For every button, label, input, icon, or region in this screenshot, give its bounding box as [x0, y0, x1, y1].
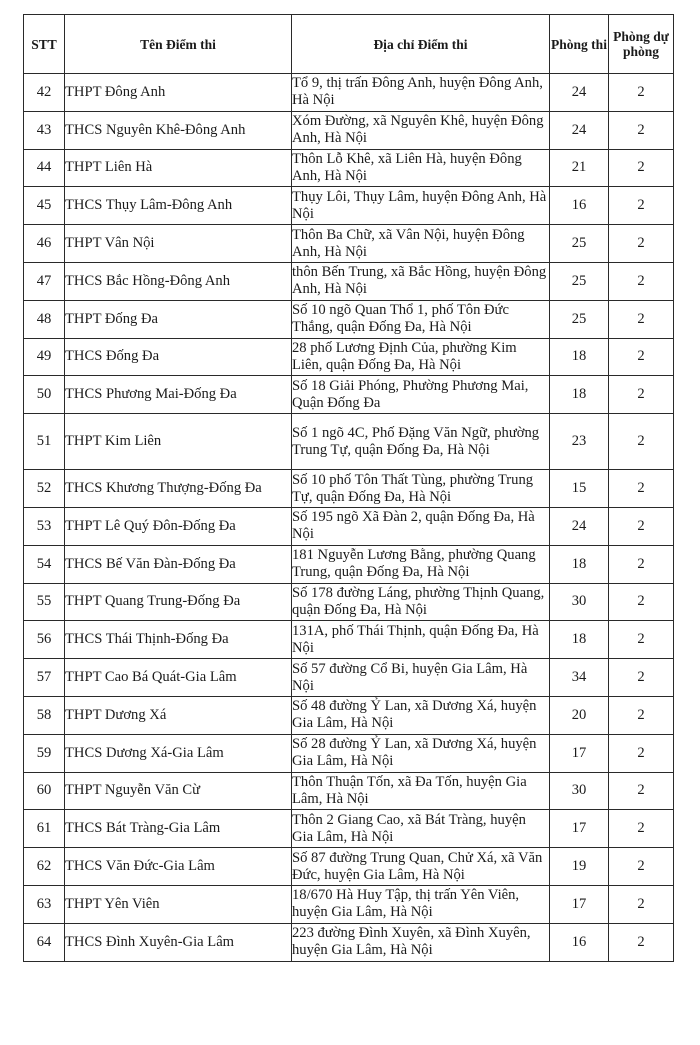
cell-stt: 58	[24, 696, 65, 734]
table-row	[24, 470, 674, 508]
cell-stt: 43	[24, 111, 65, 149]
cell-rooms: 18	[550, 338, 609, 376]
cell-exam-site-name: THPT Quang Trung-Đống Đa	[65, 583, 292, 621]
cell-exam-site-name: THCS Nguyên Khê-Đông Anh	[65, 111, 292, 149]
cell-stt: 62	[24, 848, 65, 886]
cell-exam-site-address: Tổ 9, thị trấn Đông Anh, huyện Đông Anh, Hà Nội	[292, 74, 550, 112]
cell-stt: 50	[24, 376, 65, 414]
cell-stt: 60	[24, 772, 65, 810]
cell-exam-site-address: Số 57 đường Cổ Bi, huyện Gia Lâm, Hà Nội	[292, 659, 550, 697]
cell-stt: 48	[24, 300, 65, 338]
cell-exam-site-name: THPT Yên Viên	[65, 885, 292, 923]
cell-spare-rooms: 2	[609, 470, 674, 508]
table-body	[24, 74, 674, 962]
cell-exam-site-name: THCS Thái Thịnh-Đống Đa	[65, 621, 292, 659]
table-row	[24, 659, 674, 697]
cell-rooms: 20	[550, 696, 609, 734]
cell-stt: 55	[24, 583, 65, 621]
cell-exam-site-address: Số 48 đường Ỷ Lan, xã Dương Xá, huyện Gia Lâm, Hà Nội	[292, 696, 550, 734]
cell-exam-site-address: Thụy Lôi, Thụy Lâm, huyện Đông Anh, Hà Nội	[292, 187, 550, 225]
cell-rooms: 17	[550, 885, 609, 923]
table-row	[24, 414, 674, 470]
cell-exam-site-address: Thôn 2 Giang Cao, xã Bát Tràng, huyện Gia Lâm, Hà Nội	[292, 810, 550, 848]
cell-spare-rooms: 2	[609, 187, 674, 225]
cell-rooms: 17	[550, 810, 609, 848]
cell-exam-site-name: THPT Vân Nội	[65, 225, 292, 263]
cell-stt: 64	[24, 923, 65, 961]
cell-stt: 51	[24, 414, 65, 470]
cell-rooms: 25	[550, 300, 609, 338]
table-header-row	[24, 15, 674, 74]
cell-rooms: 18	[550, 545, 609, 583]
cell-stt: 53	[24, 507, 65, 545]
cell-stt: 52	[24, 470, 65, 508]
cell-rooms: 23	[550, 414, 609, 470]
table-row	[24, 583, 674, 621]
cell-exam-site-name: THPT Dương Xá	[65, 696, 292, 734]
cell-exam-site-address: Số 10 phố Tôn Thất Tùng, phường Trung Tự, quận Đống Đa, Hà Nội	[292, 470, 550, 508]
table-row	[24, 338, 674, 376]
document-page	[23, 14, 673, 962]
cell-rooms: 15	[550, 470, 609, 508]
table-row	[24, 734, 674, 772]
table-row	[24, 810, 674, 848]
cell-spare-rooms: 2	[609, 111, 674, 149]
header-address: Địa chỉ Điểm thi	[292, 15, 550, 74]
cell-exam-site-address: Thôn Ba Chữ, xã Vân Nội, huyện Đông Anh, Hà Nội	[292, 225, 550, 263]
table-row	[24, 848, 674, 886]
cell-exam-site-name: THCS Đống Đa	[65, 338, 292, 376]
table-row	[24, 262, 674, 300]
cell-spare-rooms: 2	[609, 659, 674, 697]
table-row	[24, 74, 674, 112]
cell-exam-site-address: 28 phố Lương Định Của, phường Kim Liên, quận Đống Đa, Hà Nội	[292, 338, 550, 376]
cell-spare-rooms: 2	[609, 376, 674, 414]
cell-rooms: 19	[550, 848, 609, 886]
cell-exam-site-name: THPT Đông Anh	[65, 74, 292, 112]
cell-exam-site-name: THCS Bát Tràng-Gia Lâm	[65, 810, 292, 848]
cell-exam-site-address: Thôn Lỗ Khê, xã Liên Hà, huyện Đông Anh, Hà Nội	[292, 149, 550, 187]
cell-spare-rooms: 2	[609, 696, 674, 734]
cell-exam-site-address: 131A, phố Thái Thịnh, quận Đống Đa, Hà Nội	[292, 621, 550, 659]
cell-exam-site-address: Số 10 ngõ Quan Thổ 1, phố Tôn Đức Thắng, quận Đống Đa, Hà Nội	[292, 300, 550, 338]
cell-exam-site-address: Thôn Thuận Tốn, xã Đa Tốn, huyện Gia Lâm, Hà Nội	[292, 772, 550, 810]
table-row	[24, 621, 674, 659]
cell-exam-site-name: THCS Dương Xá-Gia Lâm	[65, 734, 292, 772]
cell-stt: 61	[24, 810, 65, 848]
cell-exam-site-address: Số 87 đường Trung Quan, Chử Xá, xã Văn Đức, huyện Gia Lâm, Hà Nội	[292, 848, 550, 886]
cell-exam-site-name: THPT Nguyễn Văn Cừ	[65, 772, 292, 810]
cell-exam-site-name: THCS Khương Thượng-Đống Đa	[65, 470, 292, 508]
cell-spare-rooms: 2	[609, 507, 674, 545]
cell-exam-site-address: Số 18 Giải Phóng, Phường Phương Mai, Quận Đống Đa	[292, 376, 550, 414]
cell-spare-rooms: 2	[609, 772, 674, 810]
cell-exam-site-name: THPT Cao Bá Quát-Gia Lâm	[65, 659, 292, 697]
cell-exam-site-address: thôn Bến Trung, xã Bắc Hồng, huyện Đông Anh, Hà Nội	[292, 262, 550, 300]
cell-stt: 42	[24, 74, 65, 112]
cell-rooms: 24	[550, 507, 609, 545]
cell-spare-rooms: 2	[609, 848, 674, 886]
table-row	[24, 149, 674, 187]
cell-rooms: 25	[550, 262, 609, 300]
table-row	[24, 111, 674, 149]
cell-spare-rooms: 2	[609, 414, 674, 470]
cell-stt: 57	[24, 659, 65, 697]
cell-exam-site-address: 181 Nguyễn Lương Bằng, phường Quang Trung, quận Đống Đa, Hà Nội	[292, 545, 550, 583]
cell-stt: 56	[24, 621, 65, 659]
cell-exam-site-address: Số 195 ngõ Xã Đàn 2, quận Đống Đa, Hà Nội	[292, 507, 550, 545]
table-row	[24, 376, 674, 414]
cell-stt: 54	[24, 545, 65, 583]
cell-exam-site-address: Số 1 ngõ 4C, Phố Đặng Văn Ngữ, phường Trung Tự, quận Đống Đa, Hà Nội	[292, 414, 550, 470]
cell-spare-rooms: 2	[609, 225, 674, 263]
cell-spare-rooms: 2	[609, 262, 674, 300]
cell-rooms: 25	[550, 225, 609, 263]
cell-exam-site-name: THPT Đống Đa	[65, 300, 292, 338]
header-name: Tên Điểm thi	[65, 15, 292, 74]
cell-exam-site-name: THPT Liên Hà	[65, 149, 292, 187]
header-stt: STT	[24, 15, 65, 74]
cell-spare-rooms: 2	[609, 734, 674, 772]
cell-rooms: 18	[550, 621, 609, 659]
cell-spare-rooms: 2	[609, 583, 674, 621]
cell-stt: 44	[24, 149, 65, 187]
cell-rooms: 24	[550, 111, 609, 149]
table-row	[24, 507, 674, 545]
cell-rooms: 30	[550, 772, 609, 810]
cell-spare-rooms: 2	[609, 545, 674, 583]
cell-stt: 45	[24, 187, 65, 225]
cell-exam-site-address: 18/670 Hà Huy Tập, thị trấn Yên Viên, huyện Gia Lâm, Hà Nội	[292, 885, 550, 923]
cell-rooms: 24	[550, 74, 609, 112]
cell-exam-site-address: Số 178 đường Láng, phường Thịnh Quang, quận Đống Đa, Hà Nội	[292, 583, 550, 621]
table-row	[24, 885, 674, 923]
cell-spare-rooms: 2	[609, 74, 674, 112]
table-row	[24, 187, 674, 225]
cell-rooms: 18	[550, 376, 609, 414]
cell-exam-site-name: THCS Đình Xuyên-Gia Lâm	[65, 923, 292, 961]
cell-exam-site-name: THCS Văn Đức-Gia Lâm	[65, 848, 292, 886]
cell-rooms: 30	[550, 583, 609, 621]
cell-rooms: 16	[550, 187, 609, 225]
cell-stt: 46	[24, 225, 65, 263]
cell-spare-rooms: 2	[609, 149, 674, 187]
cell-exam-site-address: 223 đường Đình Xuyên, xã Đình Xuyên, huyện Gia Lâm, Hà Nội	[292, 923, 550, 961]
cell-rooms: 34	[550, 659, 609, 697]
table-row	[24, 300, 674, 338]
cell-exam-site-address: Số 28 đường Ỷ Lan, xã Dương Xá, huyện Gia Lâm, Hà Nội	[292, 734, 550, 772]
cell-rooms: 21	[550, 149, 609, 187]
cell-exam-site-name: THPT Kim Liên	[65, 414, 292, 470]
cell-exam-site-name: THPT Lê Quý Đôn-Đống Đa	[65, 507, 292, 545]
cell-spare-rooms: 2	[609, 885, 674, 923]
cell-rooms: 17	[550, 734, 609, 772]
cell-exam-site-name: THCS Phương Mai-Đống Đa	[65, 376, 292, 414]
cell-spare-rooms: 2	[609, 300, 674, 338]
cell-spare-rooms: 2	[609, 621, 674, 659]
cell-rooms: 16	[550, 923, 609, 961]
cell-spare-rooms: 2	[609, 338, 674, 376]
cell-stt: 63	[24, 885, 65, 923]
cell-stt: 49	[24, 338, 65, 376]
header-rooms: Phòng thi	[550, 15, 609, 74]
cell-spare-rooms: 2	[609, 923, 674, 961]
cell-exam-site-name: THCS Thụy Lâm-Đông Anh	[65, 187, 292, 225]
cell-stt: 59	[24, 734, 65, 772]
cell-exam-site-name: THCS Bắc Hồng-Đông Anh	[65, 262, 292, 300]
cell-exam-site-name: THCS Bế Văn Đàn-Đống Đa	[65, 545, 292, 583]
table-row	[24, 545, 674, 583]
cell-exam-site-address: Xóm Đường, xã Nguyên Khê, huyện Đông Anh, Hà Nội	[292, 111, 550, 149]
cell-stt: 47	[24, 262, 65, 300]
table-row	[24, 225, 674, 263]
cell-spare-rooms: 2	[609, 810, 674, 848]
exam-locations-table	[23, 14, 674, 962]
table-row	[24, 772, 674, 810]
header-spare-rooms: Phòng dự phòng	[609, 15, 674, 74]
table-row	[24, 923, 674, 961]
table-row	[24, 696, 674, 734]
